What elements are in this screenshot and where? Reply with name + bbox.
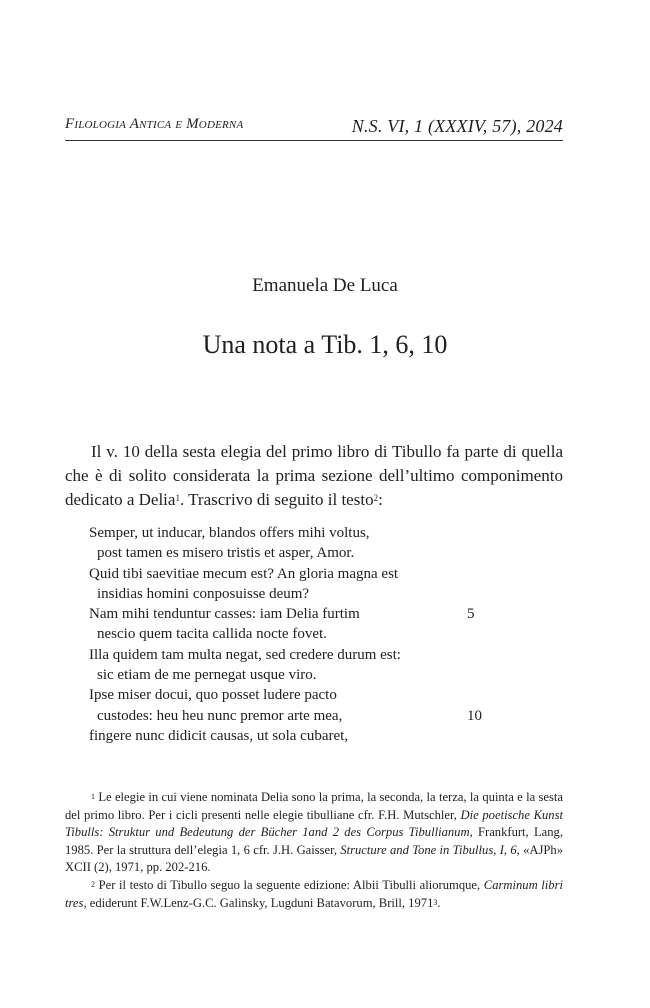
verse-text: Quid tibi saevitiae mecum est? An gloria magna est	[89, 565, 399, 582]
intro-text: :	[378, 490, 383, 509]
journal-name: Filologia Antica e Moderna	[65, 116, 244, 132]
footnote-2	[65, 877, 563, 912]
footnote-ref-1[interactable]: 1	[175, 493, 180, 503]
footnote-text: Le elegie in cui viene nominata Delia sono la prima, la seconda, la terza, la quinta e la sesta del primo libro. Per i cicli presenti nelle elegie tibulliane cfr. F.H. Mutschler,	[65, 790, 563, 822]
verse-text: sic etiam de me pernegat usque viro.	[97, 667, 317, 684]
intro-text: . Trascrivo di seguito il testo	[179, 490, 374, 509]
verse-text: Nam mihi tenduntur casses: iam Delia furtim	[89, 606, 360, 623]
article-title: Una nota a Tib. 1, 6, 10	[202, 330, 448, 359]
footnote-citation: Carminum libri tres	[65, 877, 563, 910]
verse-number: 10	[467, 707, 482, 724]
verse-line	[89, 523, 539, 543]
verse-text: Ipse miser docui, quo posset ludere pacto	[89, 687, 337, 704]
edition-superscript: 3	[433, 897, 438, 907]
footnote-citation: Structure and Tone in Tibullus, I, 6	[340, 842, 517, 857]
footnote-ref-2[interactable]: 2	[373, 493, 379, 503]
verse-line	[89, 726, 539, 746]
latin-verse-block	[89, 523, 539, 746]
verse-number: 5	[467, 606, 475, 623]
article-author: Emanuela De Luca	[252, 275, 398, 296]
verse-text: Semper, ut inducar, blandos offers mihi voltus,	[89, 525, 370, 541]
intro-paragraph	[65, 440, 563, 512]
footnote-text: , «AJPh» XCII (2), 1971, pp. 202-216.	[65, 842, 564, 875]
verse-line	[89, 564, 539, 584]
verse-text: Illa quidem tam multa negat, sed credere durum est:	[89, 646, 401, 663]
footnote-text: Per il testo di Tibullo seguo la seguente edizione: Albii Tibulli aliorumque,	[98, 877, 484, 892]
footnote-mark: 1	[91, 792, 95, 801]
verse-line	[89, 665, 539, 685]
intro-text: Il v. 10 della sesta elegia del primo libro di Tibullo fa parte di quella che è di solito considerata la prima sezione dell’ultimo componimento dedicato a Delia	[65, 442, 563, 509]
verse-text: custodes: heu heu nunc premor arte mea,	[97, 707, 343, 724]
footnote-1	[65, 789, 563, 877]
running-header	[65, 116, 563, 141]
verse-line	[89, 624, 539, 644]
footnote-text: , ediderunt F.W.Lenz-G.C. Galinsky, Lugduni Batavorum, Brill, 1971	[83, 895, 434, 910]
issue-info: N.S. VI, 1 (XXXIV, 57), 2024	[351, 116, 563, 136]
footnote-text: .	[437, 895, 441, 910]
verse-text: insidias homini conposuisse deum?	[97, 585, 310, 602]
verse-text: fingere nunc didicit causas, ut sola cubaret,	[89, 727, 349, 744]
verse-text: post tamen es misero tristis et asper, Amor.	[97, 545, 355, 562]
footnotes	[65, 789, 563, 912]
verse-line	[89, 604, 539, 624]
verse-line	[89, 706, 539, 726]
verse-line	[89, 645, 539, 665]
footnote-text: , Frankfurt, Lang, 1985. Per la struttura dell’elegia 1, 6 cfr. J.H. Gaisser,	[65, 825, 563, 857]
verse-line	[89, 685, 539, 705]
verse-line	[89, 584, 539, 604]
verse-line	[89, 543, 539, 563]
footnote-citation: Die poetische Kunst Tibulls: Struktur und Bedeutung der Bücher 1and 2 des Corpus Tibullianum	[65, 807, 563, 840]
verse-text: nescio quem tacita callida nocte fovet.	[97, 626, 327, 643]
footnote-mark: 2	[91, 879, 95, 889]
